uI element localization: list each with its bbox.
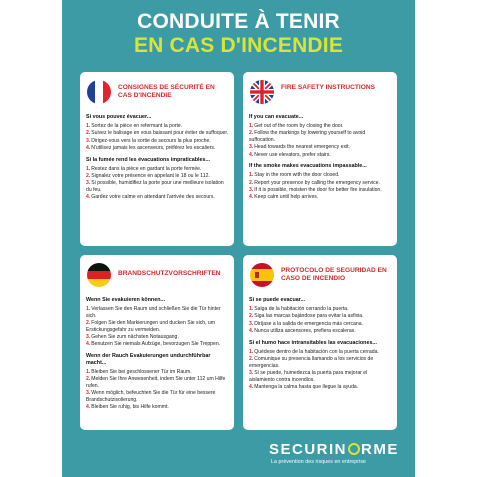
item-text: Report your presence by calling the emergency service. [254,179,380,186]
list-item [86,194,229,201]
item-text: If it is possible, moisten the door for better fire insulation. [254,186,382,193]
item-text: Si possible, humidifiez la porte pour une meilleure isolation du feu. [86,180,224,193]
item-text: Nunca utiliza ascensores, prefiera escaleras. [254,327,356,334]
section-title: Si vous pouvez évacuer... [86,114,152,120]
logo-o-ring-icon [348,443,360,455]
list-item [249,328,392,335]
uk-flag-icon [250,80,274,104]
item-number: 1. [86,306,91,313]
list-item [86,166,229,173]
list-item [249,321,392,328]
item-text: Dirigez-vous vers la sortie de secours la plus proche. [91,137,211,144]
list-item [249,130,392,143]
logo-brand [269,441,409,458]
section-title: Si se puede evacuar... [249,297,306,303]
item-number: 1. [249,172,254,179]
item-number: 2. [249,179,254,186]
item-text: Get out of the room by closing the door. [254,123,344,130]
germany-flag-icon [87,263,111,287]
list-item [249,123,392,130]
card-body [249,114,392,201]
item-number: 3. [86,334,91,340]
item-text: Suivez le balisage en vous baissant pour éviter de suffoquer. [91,130,229,137]
item-text: Comunique su presencia llamando a los servicios de emergencias. [249,355,374,369]
poster-title-line1: CONDUITE À TENIR [137,10,340,33]
item-text: Salga de la habitación cerrando la puerta. [254,306,349,313]
section-title: Si la fumée rend les évacuations impraticables... [86,156,211,163]
item-number: 2. [86,320,91,327]
list-item [86,390,229,403]
list-item [86,376,229,389]
item-number: 1. [86,165,91,172]
card-body [86,297,229,412]
list-item [249,144,392,151]
list-item [249,180,392,187]
item-text: Head towards the nearest emergency exit. [254,144,350,151]
list-item [86,404,229,411]
item-number: 4. [86,144,91,151]
card-spanish [243,255,397,430]
section-title: Wenn der Rauch Evakuierungen undurchführbar macht... [86,352,211,367]
card-heading: PROTOCOLO DE SEGURIDAD EN CASO DE INCENDIO [281,267,387,283]
list-item [86,180,229,193]
section-title: If the smoke makes evacuations impassable... [249,163,367,170]
list-item [249,349,392,356]
logo-brand-right: RME [361,441,399,458]
section-title: If you can evacuate... [249,114,304,120]
list-item [86,306,229,319]
item-text: Stay in the room with the door closed. [254,172,340,179]
item-number: 3. [249,369,254,376]
list-item [249,313,392,320]
list-item [249,384,392,391]
item-number: 4. [86,194,91,200]
item-number: 3. [249,144,254,151]
item-text: Restez dans la pièce en gardant la porte fermée. [91,165,202,172]
logo-brand-left: SECURIN [269,441,348,458]
item-number: 3. [86,137,91,144]
item-text: Quédese dentro de la habitación con la puerta cerrada. [254,348,379,355]
item-number: 1. [249,306,254,313]
france-flag-icon [87,80,111,104]
item-text: Folgen Sie den Markierungen und ducken Sie sich, um Erstickungsgefahr zu vermeiden. [86,320,215,333]
item-number: 2. [86,130,91,137]
section-title: Si el humo hace intransitables las evacuaciones... [249,339,377,346]
list-item [86,138,229,145]
card-body [249,297,392,391]
list-item [86,320,229,333]
item-text: Verlassen Sie den Raum und schließen Sie die Tür hinter sich. [86,306,221,319]
item-text: Gardez votre calme en attendant l'arrivée des secours. [91,194,215,200]
item-number: 4. [86,341,91,348]
card-heading: BRANDSCHUTZVORSCHRIFTEN [118,270,221,277]
list-item [249,194,392,201]
item-text: Mantenga la calma hasta que llegue la ayuda. [254,383,359,390]
item-number: 3. [86,180,91,187]
item-number: 4. [249,327,254,334]
item-number: 1. [86,369,91,376]
item-number: 4. [249,383,254,390]
item-number: 4. [86,404,91,411]
item-text: Sortez de la pièce en refermant la porte. [91,123,183,130]
list-item [86,173,229,180]
card-body [86,114,229,201]
item-number: 1. [86,123,91,130]
item-text: Melden Sie Ihre Anwesenheit, indem Sie unter 112 um Hilfe rufen. [86,376,226,390]
card-german [80,255,234,430]
list-item [249,306,392,313]
logo-tagline: La prévention des risques en entreprise [271,459,367,465]
item-number: 4. [249,151,254,158]
item-text: Si se puede, humedezca la puerta para mejorar el aislamiento contra incendios. [249,369,368,383]
item-text: Follow the markings by lowering yourself to avoid suffocation. [249,130,366,144]
item-text: Gehen Sie zum nächsten Notausgang. [91,334,179,340]
item-number: 1. [249,348,254,355]
item-number: 3. [86,390,91,397]
card-french [80,72,234,246]
item-text: Bleiben Sie ruhig, bis Hilfe kommt. [91,404,169,411]
list-item [249,370,392,383]
item-text: Keep calm until help arrives. [254,194,319,200]
card-heading: FIRE SAFETY INSTRUCTIONS [281,84,376,91]
list-item [86,334,229,341]
spain-flag-icon [250,263,274,287]
card-english [243,72,397,246]
item-number: 4. [249,194,254,200]
item-text: N'utilisez jamais les ascenseurs, préférez les escaliers. [91,144,216,151]
item-text: Siga las marcas bajándose para evitar la asfixia. [254,313,364,320]
item-number: 2. [249,130,254,137]
item-text: Signalez votre présence en appelant le 18 ou le 112. [91,172,210,179]
list-item [86,341,229,348]
item-number: 1. [249,123,254,130]
item-number: 2. [86,172,91,179]
item-text: Diríjase a la salida de emergencia más cercana. [254,320,363,327]
section-title: Wenn Sie evakuieren können... [86,297,165,303]
list-item [86,123,229,130]
list-item [249,356,392,369]
item-text: Bleiben Sie bei geschlossener Tür im Raum. [91,369,192,376]
poster-title-line2: EN CAS D'INCENDIE [133,34,344,57]
item-number: 2. [249,355,254,362]
item-number: 2. [86,376,91,383]
poster [62,0,415,477]
list-item [249,172,392,179]
list-item [86,145,229,152]
list-item [86,369,229,376]
item-number: 2. [249,313,254,320]
item-text: Wenn möglich, befeuchten Sie die Tür für eine bessere Brandschutzisolierung. [86,390,216,404]
item-text: Never use elevators, prefer stairs. [254,151,331,158]
card-heading: CONSIGNES DE SÉCURITÉ EN CAS D'INCENDIE [118,84,215,100]
list-item [249,152,392,159]
item-text: Benutzen Sie niemals Aufzüge, bevorzugen Sie Treppen. [91,341,221,348]
securinorme-logo [269,441,409,465]
item-number: 3. [249,320,254,327]
list-item [86,130,229,137]
list-item [249,187,392,194]
item-number: 3. [249,186,254,193]
